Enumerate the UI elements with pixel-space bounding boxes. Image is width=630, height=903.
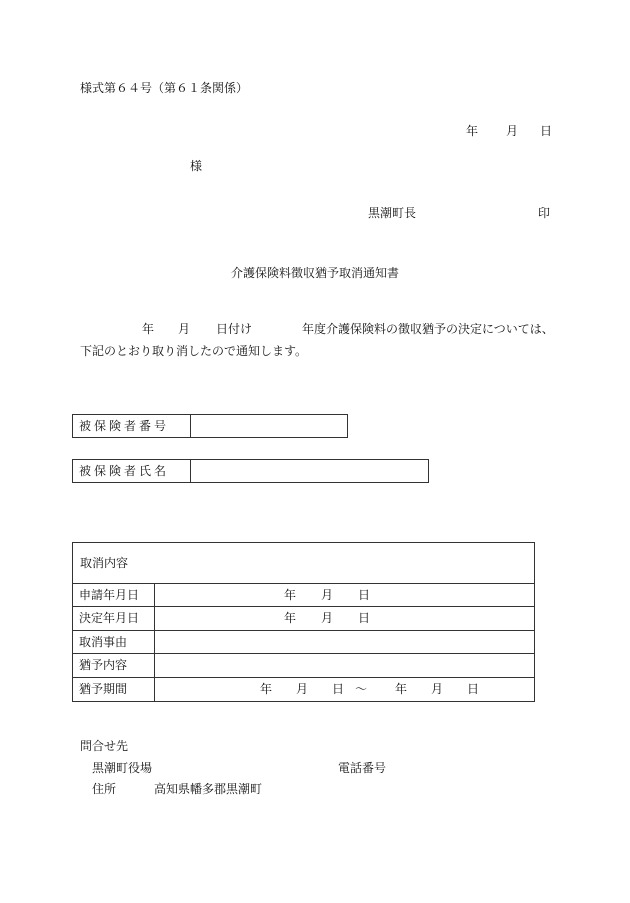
insured-name-field[interactable]	[191, 460, 428, 482]
table-row	[73, 678, 534, 701]
decision-year: 年	[284, 611, 297, 626]
insured-number-field[interactable]	[191, 415, 347, 437]
cancellation-table	[72, 542, 535, 702]
deferral-content-field[interactable]	[155, 654, 534, 676]
cancellation-reason-label: 取消事由	[73, 631, 155, 653]
period-start-day: 日	[332, 681, 345, 696]
insured-number-box	[72, 414, 348, 438]
form-number: 様式第６４号（第６１条関係）	[80, 81, 249, 95]
addressee-honorific: 様	[190, 159, 203, 173]
deferral-period-field[interactable]	[155, 678, 534, 701]
issue-date-day: 日	[540, 124, 553, 138]
body-line-2: 下記のとおり取り消したので通知します。	[80, 344, 308, 358]
contact-phone-label: 電話番号	[338, 761, 387, 775]
issue-date-year: 年	[466, 124, 479, 138]
document-title: 介護保険料徴収猶予取消通知書	[230, 266, 399, 280]
cancellation-reason-field[interactable]	[155, 631, 534, 653]
decision-date-field[interactable]	[155, 607, 534, 629]
period-end-month: 月	[431, 681, 444, 696]
deferral-content-label: 猶予内容	[73, 654, 155, 676]
contact-office: 黒潮町役場	[92, 761, 153, 775]
period-end-day: 日	[467, 681, 480, 696]
cancellation-header: 取消内容	[73, 543, 534, 584]
contact-address: 高知県幡多郡黒潮町	[154, 782, 263, 796]
period-start-month: 月	[296, 681, 309, 696]
period-end-year: 年	[395, 681, 408, 696]
period-separator: ～	[355, 681, 368, 696]
application-date-field[interactable]	[155, 584, 534, 606]
body-year: 年	[142, 322, 155, 336]
application-month: 月	[321, 588, 334, 602]
insured-number-label: 被保険者番号	[73, 415, 191, 437]
body-dated: 日付け	[216, 322, 253, 336]
deferral-period-label: 猶予期間	[73, 678, 155, 701]
issue-date-month: 月	[506, 124, 519, 138]
application-year: 年	[284, 588, 297, 602]
body-month: 月	[178, 322, 191, 336]
contact-heading: 問合せ先	[80, 739, 129, 753]
period-start-year: 年	[260, 681, 273, 696]
insured-name-label: 被保険者氏名	[73, 460, 191, 482]
seal-mark: 印	[538, 206, 551, 220]
decision-date-label: 決定年月日	[73, 607, 155, 629]
decision-month: 月	[321, 611, 334, 626]
table-row	[73, 607, 534, 630]
table-row	[73, 584, 534, 607]
issuer-title: 黒潮町長	[368, 206, 417, 220]
table-row	[73, 654, 534, 677]
decision-day: 日	[358, 611, 371, 626]
insured-name-box	[72, 459, 429, 483]
application-date-label: 申請年月日	[73, 584, 155, 606]
body-line1-text: 年度介護保険料の徴収猶予の決定については、	[302, 322, 554, 336]
contact-address-label: 住所	[92, 782, 117, 796]
application-day: 日	[358, 588, 371, 602]
table-row	[73, 631, 534, 654]
